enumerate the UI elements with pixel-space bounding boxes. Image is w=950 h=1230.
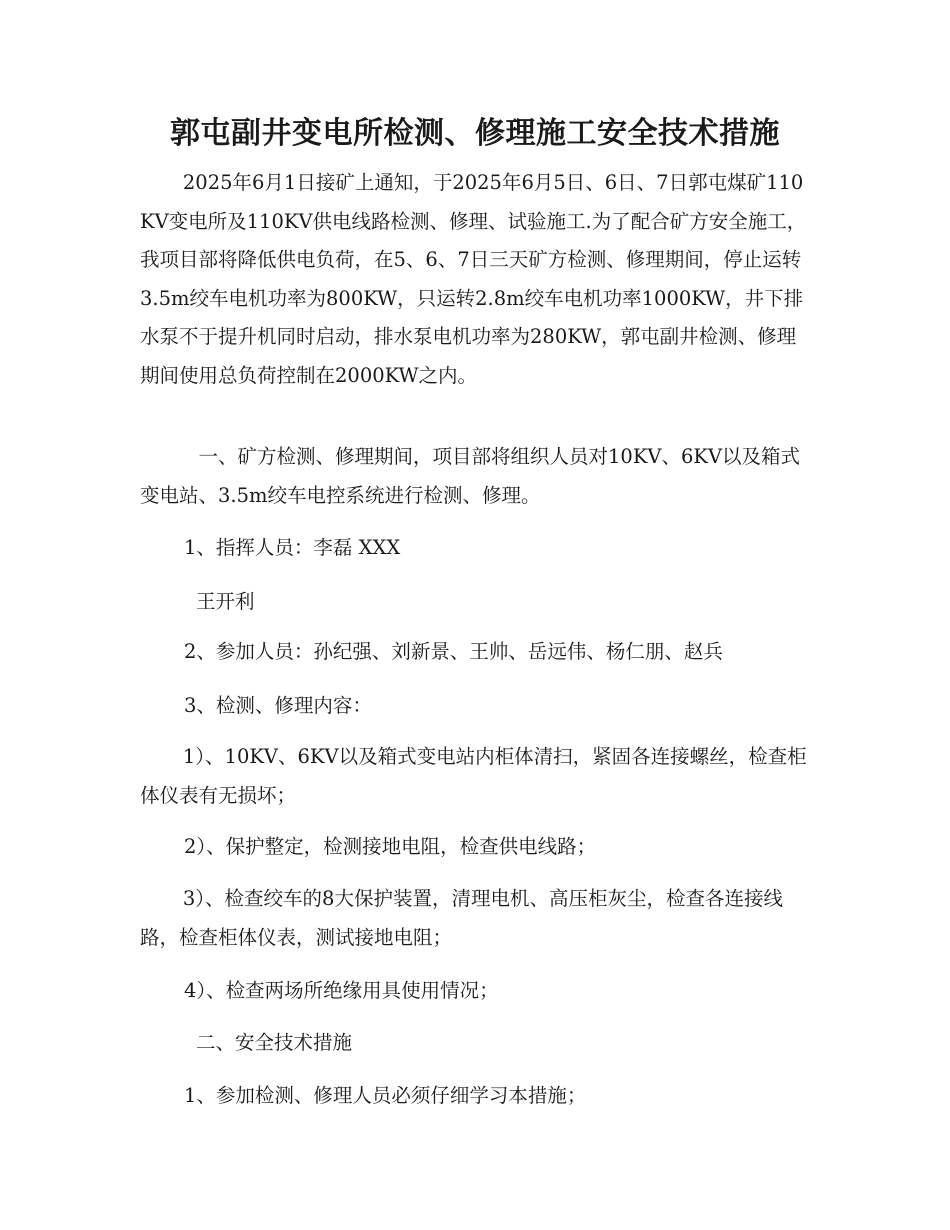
section-2-heading: 二、安全技术措施 xyxy=(196,1031,353,1054)
sub-item-4: 4）、检查两场所绝缘用具使用情况； xyxy=(184,979,499,1002)
section-2-item-1: 1、参加检测、修理人员必须仔细学习本措施； xyxy=(184,1084,587,1107)
section-1-heading: 一、矿方检测、修理期间，项目部将组织人员对10KV、6KV以及箱式变电站、3.5m绞车电控系统进行检测、修理。 xyxy=(140,445,801,507)
item-1-continued: 王开利 xyxy=(196,590,255,613)
sub-item-2: 2）、保护整定，检测接地电阻，检查供电线路； xyxy=(184,835,597,858)
item-1-commander: 1、指挥人员：李磊 XXX xyxy=(184,536,401,559)
document-title: 郭屯副井变电所检测、修理施工安全技术措施 xyxy=(170,116,780,151)
item-2-participants: 2、参加人员：孙纪强、刘新景、王帅、岳远伟、杨仁朋、赵兵 xyxy=(184,640,723,663)
sub-item-1: 1）、10KV、6KV以及箱式变电站内柜体清扫，紧固各连接螺丝，检查柜体仪表有无损坏； xyxy=(140,745,807,807)
item-3-content: 3、检测、修理内容： xyxy=(184,694,372,717)
intro-paragraph: 2025年6月1日接矿上通知，于2025年6月5日、6日、7日郭屯煤矿110KV变电所及110KV供电线路检测、修理、试验施工.为了配合矿方安全施工，我项目部将降低供电负荷，在5、6、7日三天矿方检测、修理期间，停止运转3.5m绞车电机功率为800KW，只运转2.8m绞车电机功率1000KW，井下排水泵不于提升机同时启动，排水泵电机功率为280KW，郭屯副井检测、修理期间使用总负荷控制在2000KW之内。 xyxy=(140,171,807,387)
sub-item-3: 3）、检查绞车的8大保护装置，清理电机、高压柜灰尘，检查各连接线路，检查柜体仪表，测试接地电阻； xyxy=(140,887,783,949)
